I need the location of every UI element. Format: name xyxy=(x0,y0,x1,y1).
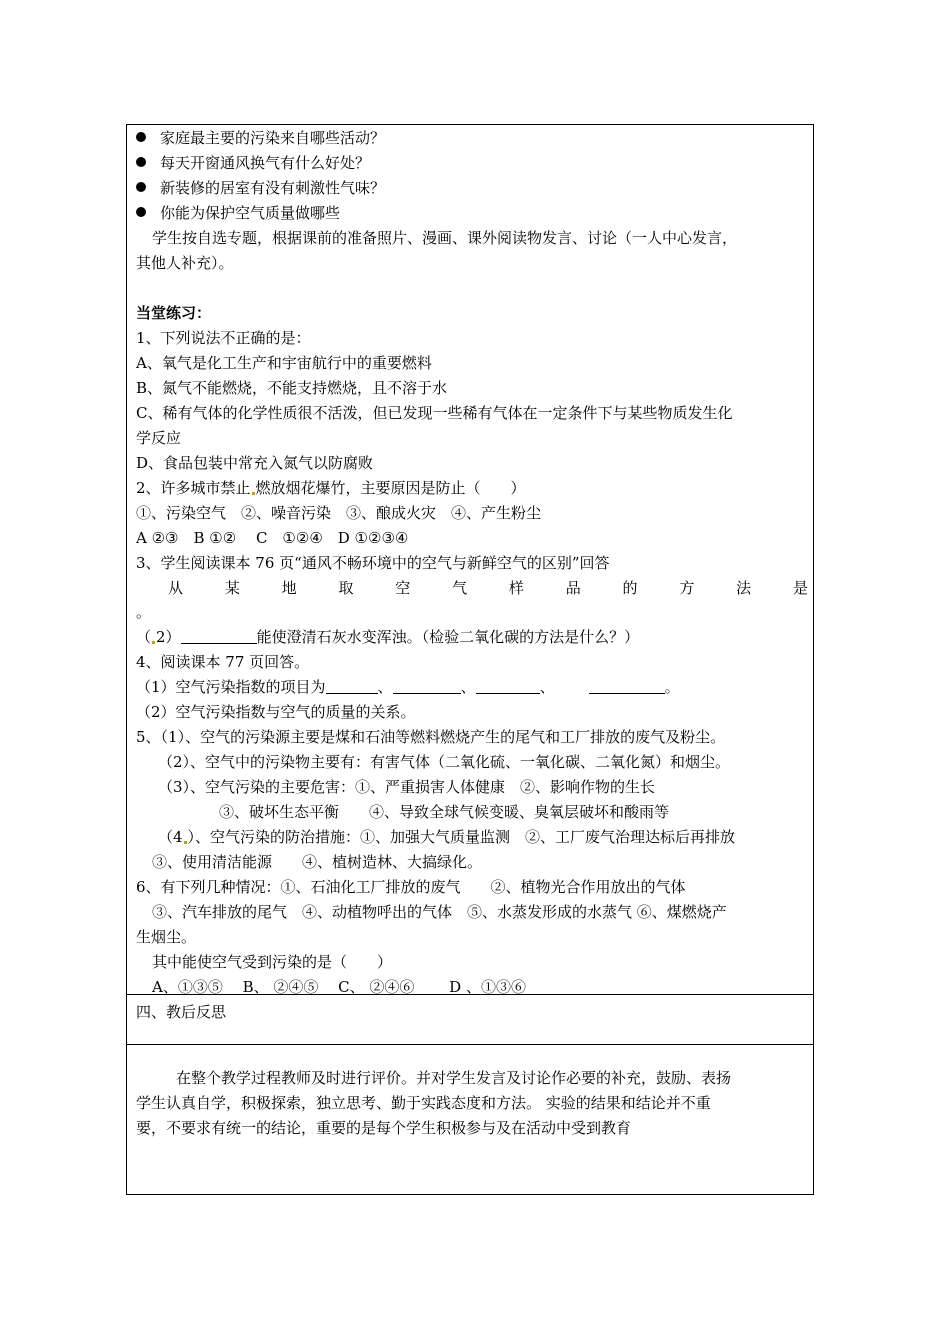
bullet-item: 每天开窗通风换气有什么好处？ xyxy=(136,153,370,173)
question-5-part: ③、破坏生态平衡 ④、导致全球气候变暖、臭氧层破坏和酸雨等 xyxy=(219,803,670,821)
question-6-line: 其中能使空气受到污染的是（ ） xyxy=(152,953,393,971)
option-text: D、食品包装中常充入氮气以防腐败 xyxy=(136,454,374,472)
reflection-heading: 四、教后反思 xyxy=(136,1003,227,1021)
question-5-part: （3）、空气污染的主要危害：①、严重损害人体健康 ②、影响作物的生长 xyxy=(158,778,656,796)
option-text: B、氮气不能燃烧，不能支持燃烧，且不溶于水 xyxy=(136,379,448,397)
question-4-part2: （2）空气污染指数与空气的质量的关系。 xyxy=(136,703,416,721)
question-5: 5、（1）、空气的污染源主要是煤和石油等燃料燃烧产生的尾气和工厂排放的废气及粉尘。 xyxy=(136,728,726,746)
question-3-end: 。 xyxy=(136,603,152,621)
answer-options: A ②③ B ①② C ①②④ D ①②③④ xyxy=(136,529,409,547)
mark-dot xyxy=(152,641,155,644)
question-6-line: 生烟尘。 xyxy=(136,928,197,946)
reflection-text: 学生认真自学，积极探索，独立思考、勤于实践态度和方法。 实验的结果和结论并不重 xyxy=(136,1094,711,1112)
question-1: 1、下列说法不正确的是： xyxy=(136,329,311,347)
question-2: 2、许多城市禁止 燃放烟花爆竹，主要原因是防止（ ） xyxy=(136,479,526,497)
bullet-item: 新装修的居室有没有刺激性气味？ xyxy=(136,178,385,198)
mark-dot xyxy=(252,492,255,495)
question-5-part: （2）、空气中的污染物主要有：有害气体（二氧化硫、一氧化碳、二氧化氮）和烟尘。 xyxy=(158,753,731,771)
practice-heading: 当堂练习： xyxy=(136,304,212,322)
question-6: 6、有下列几种情况：①、石油化工厂排放的废气 ②、植物光合作用放出的气体 xyxy=(136,878,686,896)
answer-options: A、①③⑤ B、 ②④⑤ C、 ②④⑥ D 、①③⑥ xyxy=(152,978,526,996)
question-6-line: ③、汽车排放的尾气 ④、动植物呼出的气体 ⑤、水蒸发形成的水蒸气 ⑥、煤燃烧产 xyxy=(152,903,727,921)
option-text: 学反应 xyxy=(136,429,182,447)
question-4: 4、阅读课本 77 页回答。 xyxy=(136,653,310,671)
question-5-part: ③、使用清洁能源 ④、植树造林、大搞绿化。 xyxy=(152,853,483,871)
answer-blank xyxy=(181,628,257,644)
reflection-divider xyxy=(126,1044,814,1045)
answer-blank xyxy=(476,678,540,694)
question-3: 3、学生阅读课本 76 页“通风不畅环境中的空气与新鲜空气的区别”回答 xyxy=(136,554,610,572)
question-3-line: 从 某 地 取 空 气 样 品 的 方 法 是 xyxy=(168,579,808,597)
bullet-item: 你能为保护空气质量做哪些 xyxy=(136,203,340,223)
answer-blank xyxy=(326,678,378,694)
answer-blank xyxy=(589,678,665,694)
bullet-item: 家庭最主要的污染来自哪些活动？ xyxy=(136,128,385,148)
intro-text: 其他人补充）。 xyxy=(136,254,234,272)
question-3-part2: （ 2） 能使澄清石灰水变浑浊。（检验二氧化碳的方法是什么？） xyxy=(136,628,640,646)
question-4-part1: （1）空气污染指数的项目为 、 、 、 。 xyxy=(136,678,680,696)
option-text: A、氧气是化工生产和宇宙航行中的重要燃料 xyxy=(136,354,432,372)
question-5-part: （4 ）、空气污染的防治措施：①、加强大气质量监测 ②、工厂废气治理达标后再排放 xyxy=(158,828,736,846)
mark-dot xyxy=(184,841,187,844)
option-text: ①、污染空气 ②、噪音污染 ③、酿成火灾 ④、产生粉尘 xyxy=(136,504,542,522)
intro-text: 学生按自选专题，根据课前的准备照片、漫画、课外阅读物发言、讨论（一人中心发言， xyxy=(152,229,738,247)
answer-blank xyxy=(393,678,461,694)
reflection-text: 要，不要求有统一的结论，重要的是每个学生积极参与及在活动中受到教育 xyxy=(136,1119,632,1137)
option-text: C、稀有气体的化学性质很不活泼，但已发现一些稀有气体在一定条件下与某些物质发生化 xyxy=(136,404,733,422)
reflection-text: 在整个教学过程教师及时进行评价。并对学生发言及讨论作必要的补充，鼓励、表扬 xyxy=(176,1069,732,1087)
